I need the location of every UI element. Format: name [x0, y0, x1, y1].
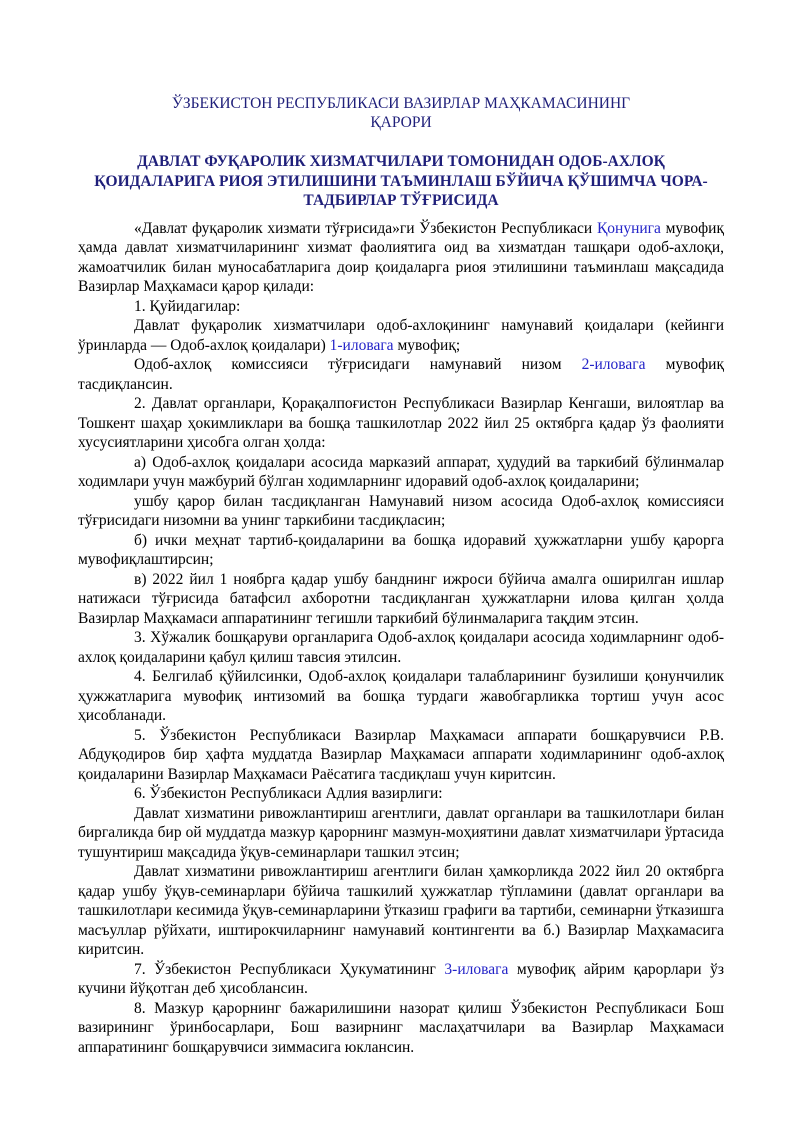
paragraph-item-2c: в) 2022 йил 1 ноябрга қадар ушбу банднинг ижроси бўйича амалга оширилган ишлар натижаси тўғрисида батафсил ахборотни тасдиқланган ҳужжатларни илова қилган ҳолда Вазирлар Маҳкамаси аппаратининг тегишли таркибий бўлинмаларига тақдим этсин.	[78, 570, 724, 627]
appendix-1-link[interactable]: 1-иловага	[329, 336, 394, 354]
heading-line-1: ЎЗБЕКИСТОН РЕСПУБЛИКАСИ ВАЗИРЛАР МАҲКАМАСИНИНГ	[171, 95, 631, 112]
paragraph-text: Давлат фуқаролик хизматчилари одоб-ахлоқининг намунавий қоидалари (кейинги ўринларда — Одоб-ахлоқ қоидалари)	[78, 317, 724, 354]
paragraph-text: мувофиқ айрим қарорлари ўз кучини йўқотган деб ҳисоблансин.	[78, 960, 724, 997]
paragraph-preamble	[78, 219, 724, 297]
document-body	[78, 219, 724, 1058]
paragraph-text: мувофиқ ҳамда давлат хизматчиларининг хизмат фаолиятига оид ва хизматдан ташқари одоб-ахлоқи, жамоатчилик билан муносабатларига доир қоидаларга риоя этилишини таъминлаш мақсадида Вазирлар Маҳкамаси қарор қилади:	[78, 219, 724, 295]
paragraph-text: 7. Ўзбекистон Республикаси Ҳукуматининг	[134, 960, 445, 978]
document-heading	[78, 94, 724, 132]
appendix-3-link[interactable]: 3-иловага	[444, 960, 509, 978]
document-title: ДАВЛАТ ФУҚАРОЛИК ХИЗМАТЧИЛАРИ ТОМОНИДАН ОДОБ-АХЛОҚ ҚОИДАЛАРИГА РИОЯ ЭТИЛИШИНИ ТАЪМИНЛАШ БЎЙИЧА ҚЎШИМЧА ЧОРА-ТАДБИРЛАР ТЎҒРИСИДА	[94, 153, 708, 209]
paragraph-text: мувофиқ тасдиқлансин.	[78, 356, 724, 393]
appendix-2-link[interactable]: 2-иловага	[581, 356, 646, 373]
law-link[interactable]: Қонунига	[596, 219, 661, 237]
paragraph-item-3: 3. Хўжалик бошқаруви органларига Одоб-ахлоқ қоидалари асосида ходимларнинг одоб-ахлоқ қоидаларини қабул қилиш тавсия этилсин.	[78, 629, 724, 666]
paragraph-item-2b: б) ички меҳнат тартиб-қоидаларини ва бошқа идоравий ҳужжатларни ушбу қарорга мувофиқлаштирсин;	[78, 531, 724, 568]
paragraph-item-6: 6. Ўзбекистон Республикаси Адлия вазирлиги:	[134, 785, 443, 802]
paragraph-text: мувофиқ;	[393, 336, 461, 354]
paragraph-appendix-1	[78, 316, 724, 355]
paragraph-appendix-2	[78, 355, 724, 394]
paragraph-item-7	[78, 960, 724, 999]
paragraph-item-2: 2. Давлат органлари, Қорақалпоғистон Республикаси Вазирлар Кенгаши, вилоятлар ва Тошкент шаҳар ҳокимликлари ва бошқа ташкилотлар 2022 йил 25 октябрга қадар ўз фаолияти хусусиятларини ҳисобга олган ҳолда:	[78, 395, 724, 451]
paragraph-item-4: 4. Белгилаб қўйилсинки, Одоб-ахлоқ қоидалари талабларининг бузилиши қонунчилик ҳужжатларига мувофиқ интизомий ва бошқа турдаги жавобгарликка тортиш учун асос ҳисобланади.	[78, 668, 724, 724]
paragraph-item-2a-cont: ушбу қарор билан тасдиқланган Намунавий низом асосида Одоб-ахлоқ комиссияси тўғрисидаги низомни ва унинг таркибини тасдиқласин;	[78, 492, 724, 529]
paragraph-text: «Давлат фуқаролик хизмати тўғрисида»ги Ўзбекистон Республикаси	[134, 219, 597, 237]
document-page	[78, 94, 724, 1057]
paragraph-item-6-a: Давлат хизматини ривожлантириш агентлиги, давлат органлари ва ташкилотлари билан биргаликда бир ой муддатда мазкур қарорнинг мазмун-моҳиятини давлат хизматчилари ўртасида тушунтириш мақсадида ўқув-семинарлари ташкил этсин;	[78, 804, 724, 861]
paragraph-item-2a: а) Одоб-ахлоқ қоидалари асосида марказий аппарат, ҳудудий ва таркибий бўлинмалар ходимлари учун мажбурий бўлган ходимларнинг идоравий одоб-ахлоқ қоидаларини;	[78, 453, 724, 490]
paragraph-item-1: 1. Қуйидагилар:	[134, 297, 241, 315]
heading-line-2: ҚАРОРИ	[370, 114, 432, 131]
paragraph-item-6-b: Давлат хизматини ривожлантириш агентлиги билан ҳамкорликда 2022 йил 20 октябрга қадар ушбу ўқув-семинарлари бўйича ташкилий ҳужжатлар тўпламини (давлат органлари ва ташкилотлари кесимида ўқув-семинарларини ўтказиш графиги ва тартиби, семинарни ўтказишга масъуллар рўйхати, иштирокчиларнинг намунавий контингенти ва б.) Вазирлар Маҳкамасига киритсин.	[78, 863, 724, 958]
paragraph-text: Одоб-ахлоқ комиссияси тўғрисидаги намунавий низом	[134, 356, 582, 373]
paragraph-item-8: 8. Мазкур қарорнинг бажарилишини назорат қилиш Ўзбекистон Республикаси Бош вазирининг ўринбосарлари, Бош вазирнинг маслаҳатчилари ва Вазирлар Маҳкамаси аппаратининг бошқарувчиси зиммасига юклансин.	[78, 999, 724, 1056]
paragraph-item-5: 5. Ўзбекистон Республикаси Вазирлар Маҳкамаси аппарати бошқарувчиси Р.В. Абдуқодиров бир ҳафта муддатда Вазирлар Маҳкамаси аппарати ходимларининг одоб-ахлоқ қоидаларини Вазирлар Маҳкамаси Раёсатига тасдиқлаш учун киритсин.	[78, 726, 724, 783]
